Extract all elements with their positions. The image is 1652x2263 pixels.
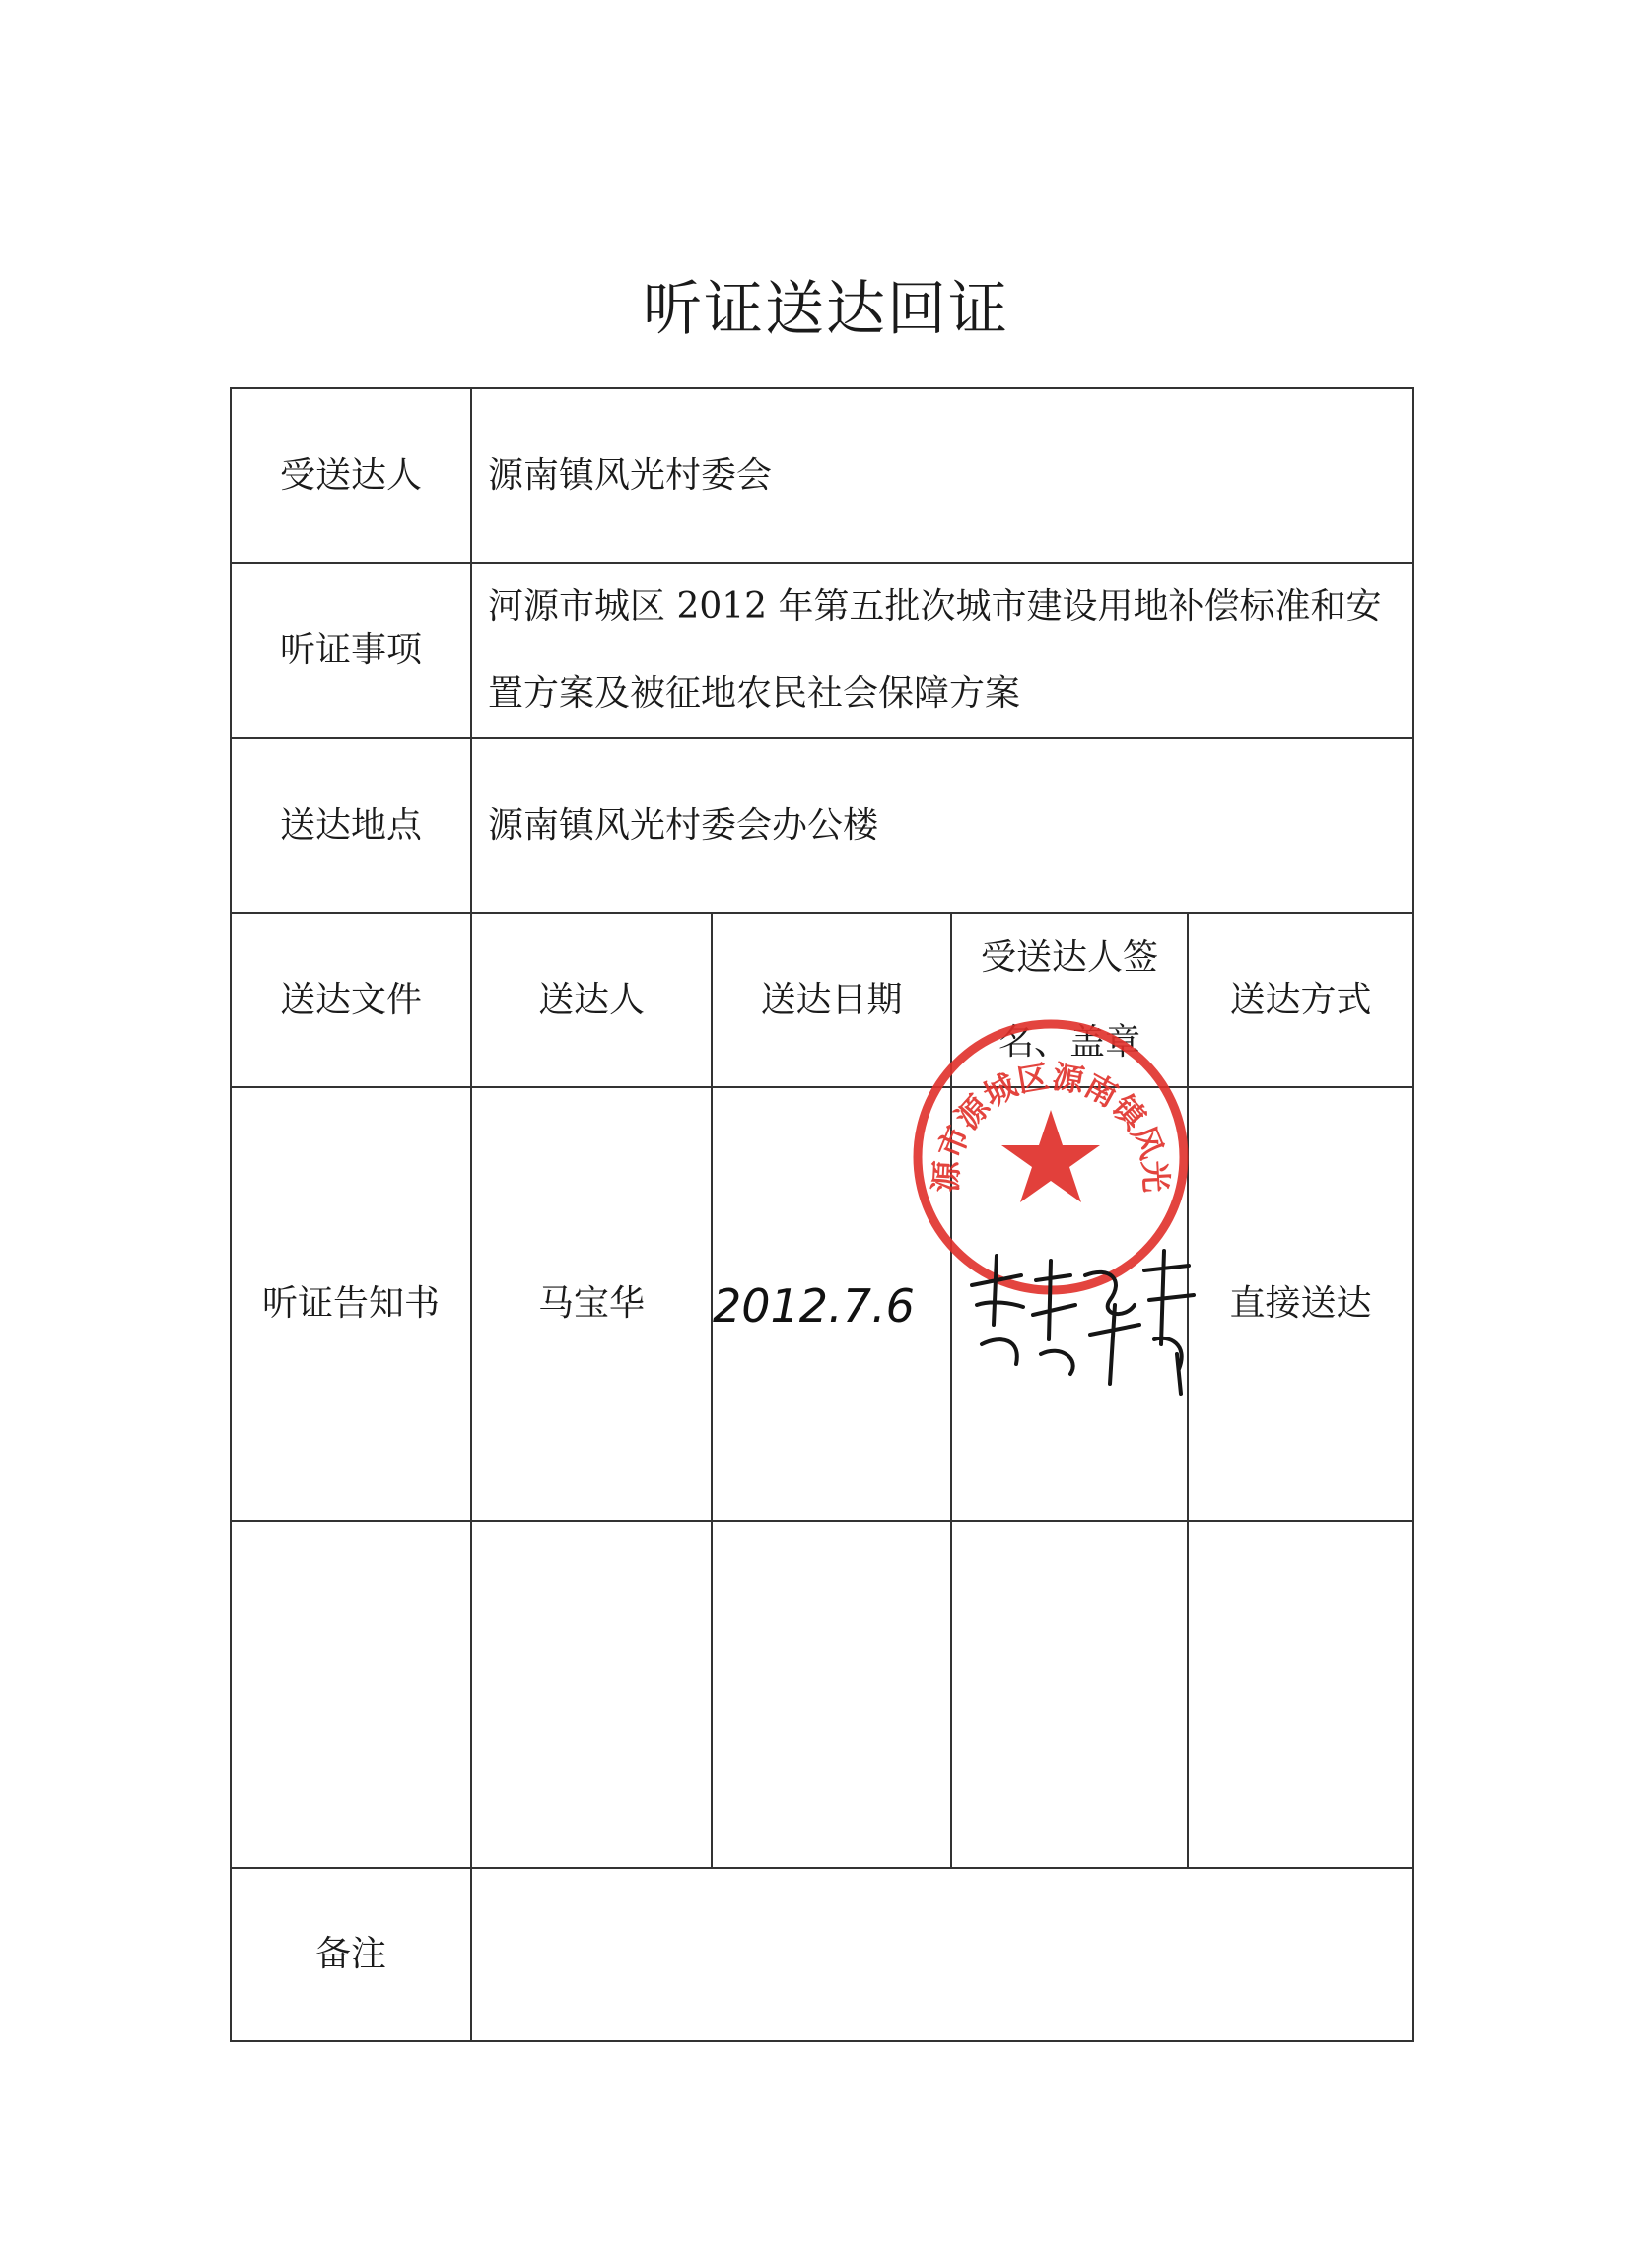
recipient-label: 受送达人: [231, 388, 471, 563]
delivery-receipt-table: [230, 387, 1414, 2042]
header-row: [231, 913, 1413, 1087]
handwritten-date-text: 2012.7.6: [713, 1279, 915, 1333]
empty-cell: [1188, 1521, 1413, 1868]
remarks-row: [231, 1868, 1413, 2041]
seal-star-icon: [1001, 1110, 1100, 1202]
matter-row: [231, 563, 1413, 738]
header-signature-line2: 名、盖章: [998, 1021, 1140, 1063]
location-label: 送达地点: [231, 738, 471, 913]
recipient-value: 源南镇风光村委会: [471, 388, 1413, 563]
entry-document: 听证告知书: [231, 1087, 471, 1521]
header-signature-line1: 受送达人签: [980, 936, 1158, 978]
empty-cell: [231, 1521, 471, 1868]
header-date: 送达日期: [712, 913, 951, 1087]
empty-row: [231, 1521, 1413, 1868]
recipient-row: [231, 388, 1413, 563]
entry-deliverer: 马宝华: [471, 1087, 712, 1521]
empty-cell: [712, 1521, 951, 1868]
entry-method: 直接送达: [1188, 1087, 1413, 1521]
entry-row: [231, 1087, 1413, 1521]
handwritten-signature: [952, 1246, 1208, 1404]
document-title: 听证送达回证: [643, 275, 1009, 344]
header-method: 送达方式: [1188, 913, 1413, 1087]
matter-label: 听证事项: [231, 563, 471, 738]
header-document: 送达文件: [231, 913, 471, 1087]
location-row: [231, 738, 1413, 913]
matter-value: 河源市城区 2012 年第五批次城市建设用地补偿标准和安置方案及被征地农民社会保障方案: [471, 563, 1413, 738]
location-value: 源南镇风光村委会办公楼: [471, 738, 1413, 913]
entry-signature-cell: [927, 1058, 1188, 1521]
remarks-label: 备注: [231, 1868, 471, 2041]
remarks-value: [471, 1868, 1413, 2041]
empty-cell: [471, 1521, 712, 1868]
header-deliverer: 送达人: [471, 913, 712, 1087]
seal-text: 源市源城区源南镇风光: [927, 1058, 1175, 1194]
empty-cell: [951, 1521, 1188, 1868]
